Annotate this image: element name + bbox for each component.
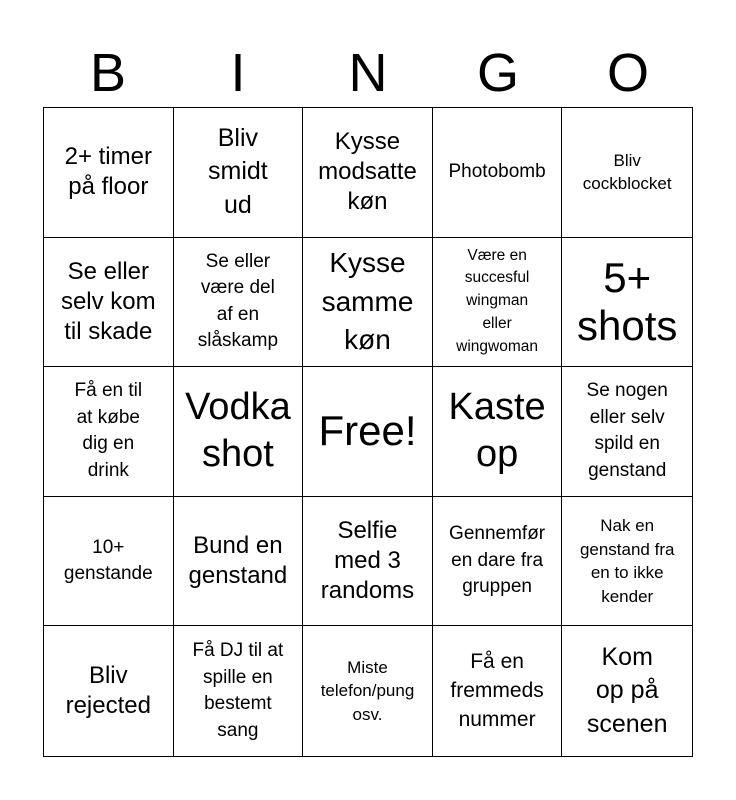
bingo-cell[interactable] (44, 367, 174, 497)
bingo-cell[interactable] (44, 238, 174, 368)
bingo-cell[interactable] (303, 497, 433, 627)
bingo-cell[interactable] (303, 238, 433, 368)
bingo-cell[interactable] (562, 626, 692, 756)
bingo-cell[interactable] (562, 238, 692, 368)
bingo-cell[interactable] (174, 238, 304, 368)
cell-text: Få en til at købe dig en drink (74, 380, 143, 482)
bingo-cell[interactable] (174, 367, 304, 497)
cell-text: Se nogen eller selv spild en genstand (586, 380, 668, 482)
cell-text: Vodka shot (185, 385, 291, 476)
bingo-cell[interactable] (433, 367, 563, 497)
cell-text: Kom op på scenen (586, 642, 668, 739)
header-letter-o: O (606, 43, 649, 103)
cell-text: Kysse modsatte køn (318, 128, 417, 216)
bingo-cell[interactable] (433, 497, 563, 627)
cell-text: Få DJ til at spille en bestemt sang (192, 640, 284, 741)
cell-text: Se eller være del af en slåskamp (197, 250, 279, 352)
bingo-cell[interactable] (303, 626, 433, 756)
bingo-cell[interactable] (433, 108, 563, 238)
bingo-cell[interactable] (562, 367, 692, 497)
bingo-cell[interactable] (562, 108, 692, 238)
cell-text: Få en fremmeds nummer (450, 649, 544, 731)
cell-text: Gennemfør en dare fra gruppen (449, 523, 546, 598)
bingo-grid (43, 107, 693, 757)
header-letter-i: I (230, 43, 246, 103)
cell-text: Være en succesful wingman eller wingwoman (456, 246, 539, 356)
cell-text: Free! (318, 407, 417, 455)
bingo-cell[interactable] (174, 497, 304, 627)
cell-text: Miste telefon/pung osv. (320, 658, 415, 724)
cell-text: 5+ shots (577, 253, 678, 349)
cell-text: Bund en genstand (188, 532, 288, 590)
cell-text: 10+ genstande (63, 536, 153, 585)
bingo-cell[interactable] (174, 626, 304, 756)
bingo-cell[interactable] (433, 238, 563, 368)
cell-text: Kysse samme køn (321, 246, 414, 356)
cell-text: Kaste op (448, 385, 546, 476)
cell-text: 2+ timer på floor (64, 143, 152, 201)
cell-text: Bliv rejected (65, 662, 151, 720)
bingo-header (43, 40, 693, 106)
cell-text: Bliv cockblocket (582, 150, 672, 194)
bingo-cell[interactable] (44, 108, 174, 238)
free-space[interactable] (303, 367, 433, 497)
bingo-cell[interactable] (433, 626, 563, 756)
bingo-cell[interactable] (174, 108, 304, 238)
header-letter-n: N (348, 43, 388, 103)
bingo-cell[interactable] (44, 626, 174, 756)
cell-text: Se eller selv kom til skade (60, 257, 156, 345)
cell-text: Photobomb (448, 161, 546, 182)
cell-text: Nak en genstand fra en to ikke kender (579, 516, 675, 606)
bingo-cell[interactable] (44, 497, 174, 627)
header-letter-g: G (476, 43, 519, 103)
bingo-cell[interactable] (562, 497, 692, 627)
bingo-cell[interactable] (303, 108, 433, 238)
header-letter-b: B (89, 43, 127, 103)
cell-text: Selfie med 3 randoms (320, 517, 415, 605)
cell-text: Bliv smidt ud (208, 123, 268, 220)
